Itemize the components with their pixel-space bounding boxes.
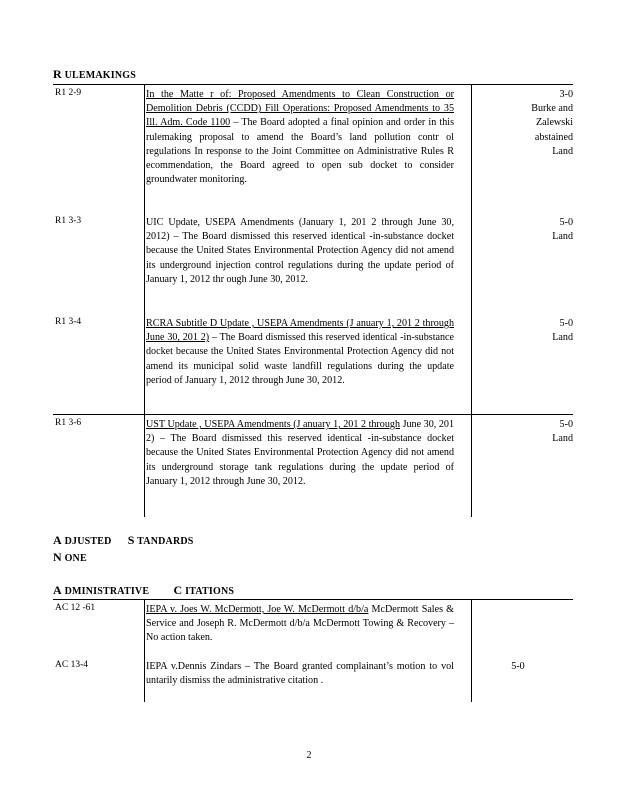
section-rule — [53, 84, 573, 85]
column-divider — [144, 85, 145, 517]
vote-cell: 5-0 Land — [552, 318, 573, 344]
docket-id: AC 12 -61 — [55, 603, 96, 613]
column-divider — [471, 85, 472, 517]
docket-description: UIC Update, USEPA Amendments (January 1, 201 2 through June 30, 2012) – The Board dismissed this reserved identical -in-substance docket because the United States Environmental Protection Agency did not amend its underground injection control regulations during the update period of January 1, 2012 thr ough June 30, 2012. — [146, 217, 454, 285]
table-row — [53, 603, 573, 653]
docket-description: In the Matte r of: Proposed Amendments to Clean Construction or Demolition Debris (CCDD) Fill Operations: Proposed Amendments to 35 Ill. Adm. Code 1100 – The Board adopted a final opinion and order in this rulemaking proposal to amend the Board’s land pollution contr ol regulations In response to the Joint Committee on Administrative Rules R ecommendation, the Board agreed to open sub docket to consider groundwater monitoring. — [146, 89, 454, 186]
docket-description: IEPA v.Dennis Zindars – The Board granted complainant’s motion to vol untarily dismiss the administrative citation . — [146, 661, 454, 687]
docket-id: R1 2-9 — [55, 88, 82, 98]
docket-description: RCRA Subtitle D Update , USEPA Amendments (J anuary 1, 201 2 through June 30, 201 2) – The Board dismissed this reserved identical -in-substance docket because the United States Environmental Protection Agency did not amend its municipal solid waste landfill regulations during the update period of January 1, 2012 through June 30, 2012. — [146, 318, 454, 386]
table-row — [53, 216, 573, 314]
table-row — [53, 418, 573, 516]
section-rulemakings-heading: R ULEMAKINGS — [53, 67, 137, 81]
docket-id: R1 3-4 — [55, 317, 82, 327]
vote-cell: 5-0 — [511, 661, 525, 672]
column-divider — [144, 600, 145, 702]
section-none-text: N ONE — [53, 550, 87, 564]
vote-cell: 3-0 Burke and Zalewski abstained Land — [531, 89, 573, 157]
docket-id: AC 13-4 — [55, 660, 88, 670]
vote-cell: 5-0 Land — [552, 217, 573, 243]
table-row — [53, 660, 573, 700]
vote-cell: 5-0 Land — [552, 419, 573, 445]
section-rule — [53, 599, 573, 600]
docket-description: UST Update , USEPA Amendments (J anuary 1, 201 2 through June 30, 201 2) – The Board dismissed this reserved identical -in-substance docket because the United States Environmental Protection Agency did not amend its underground storage tank regulations during the update period of January 1, 2012 through June 30, 2012. — [146, 419, 454, 487]
section-administrative-citations-heading: A DMINISTRATIVE C ITATIONS — [53, 583, 235, 597]
docket-description: IEPA v. Joes W. McDermott, Joe W. McDermott d/b/a McDermott Sales & Service and Joseph R. McDermott d/b/a McDermott Towing & Recovery – No action taken. — [146, 604, 454, 644]
section-adjusted-standards-heading: A DJUSTED S TANDARDS — [53, 533, 194, 547]
table-row — [53, 88, 573, 212]
docket-id: R1 3-6 — [55, 418, 82, 428]
table-row — [53, 317, 573, 415]
column-divider — [471, 600, 472, 702]
page-number: 2 — [306, 750, 312, 761]
docket-id: R1 3-3 — [55, 216, 82, 226]
row-rule — [53, 414, 573, 415]
